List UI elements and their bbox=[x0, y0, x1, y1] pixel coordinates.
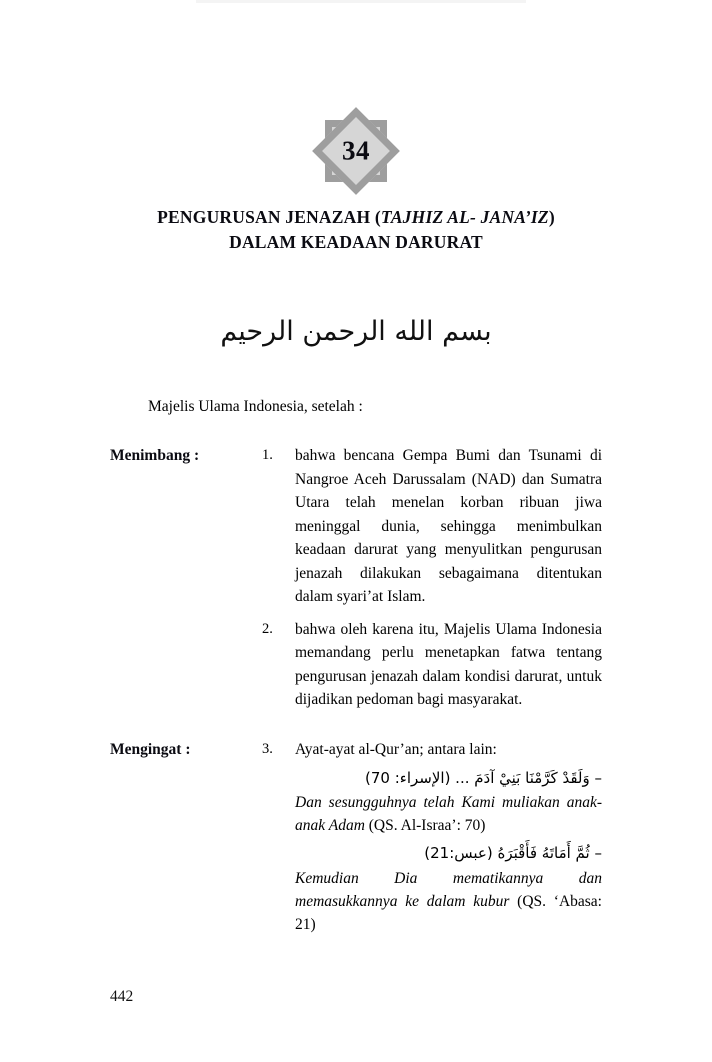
translation-source: (QS. ‘Abasa: 21) bbox=[295, 892, 602, 934]
title-line1-open: PENGURUSAN JENAZAH ( bbox=[157, 207, 381, 227]
title-line1-italic: TAJHIZ AL- JANA’IZ bbox=[380, 207, 549, 227]
clause-label-menimbang: Menimbang : bbox=[110, 447, 200, 464]
clause-item-text: bahwa oleh karena itu, Majelis Ulama Indonesia memandang perlu menetapkan fatwa tentang pengurusan jenazah dalam kondisi darurat, untuk dijadikan pedoman bagi masyarakat. bbox=[295, 620, 602, 709]
clause-item bbox=[110, 618, 602, 712]
page-top-edge bbox=[196, 0, 526, 3]
basmala-calligraphy: بسم الله الرحمن الرحيم bbox=[220, 316, 492, 347]
quran-verse-translation bbox=[295, 867, 602, 937]
clause-item-number: 1. bbox=[262, 447, 273, 463]
title-line1-close: ) bbox=[548, 207, 555, 227]
preamble-text: Majelis Ulama Indonesia, setelah : bbox=[148, 398, 363, 415]
quran-verse-translation bbox=[295, 791, 602, 838]
page-number: 442 bbox=[110, 988, 134, 1005]
quran-verse-arabic: – وَلَقَدْ كَرَّمْنَا بَنِيْ آدَمَ ... (الإسراء: 70) bbox=[365, 768, 602, 787]
clause-item bbox=[110, 738, 602, 936]
quran-verse-arabic: – ثُمَّ أَمَاتَهُ فَأَقْبَرَهُ (عبس:21) bbox=[424, 844, 602, 863]
clause-item-number: 2. bbox=[262, 620, 273, 637]
clause-label-mengingat: Mengingat : bbox=[110, 741, 191, 758]
chapter-badge-container bbox=[0, 108, 712, 194]
translation-source: (QS. Al-Israa’: 70) bbox=[364, 817, 486, 835]
clause-item-list-mengingat bbox=[110, 738, 602, 936]
clause-item bbox=[110, 444, 602, 609]
translation-text: Kemudian Dia mematikannya dan memasukkannya ke dalam kubur bbox=[295, 869, 602, 910]
clause-item-number: 3. bbox=[262, 741, 273, 757]
chapter-badge-star bbox=[313, 108, 399, 194]
clause-item-text: bahwa bencana Gempa Bumi dan Tsunami di Nangroe Aceh Darussalam (NAD) dan Sumatra Utara telah menelan korban ribuan jiwa meninggal dunia, sehingga menimbulkan keadaan darurat yang menyulitkan pengurusan jenazah dilakukan sebagaimana ditentukan dalam syari’at Islam. bbox=[295, 447, 602, 606]
clause-item-text: Ayat-ayat al-Qur’an; antara lain: bbox=[295, 741, 497, 758]
page-title bbox=[60, 205, 652, 255]
quotation-block bbox=[295, 766, 602, 838]
quotation-block bbox=[295, 841, 602, 936]
title-line2: DALAM KEADAAN DARURAT bbox=[229, 231, 483, 252]
clause-mengingat bbox=[110, 738, 602, 936]
clause-menimbang bbox=[110, 444, 602, 712]
chapter-number: 34 bbox=[342, 135, 370, 166]
clause-item-list-menimbang bbox=[110, 444, 602, 712]
translation-text: Dan sesungguhnya telah Kami muliakan anak-anak Adam bbox=[295, 793, 602, 835]
